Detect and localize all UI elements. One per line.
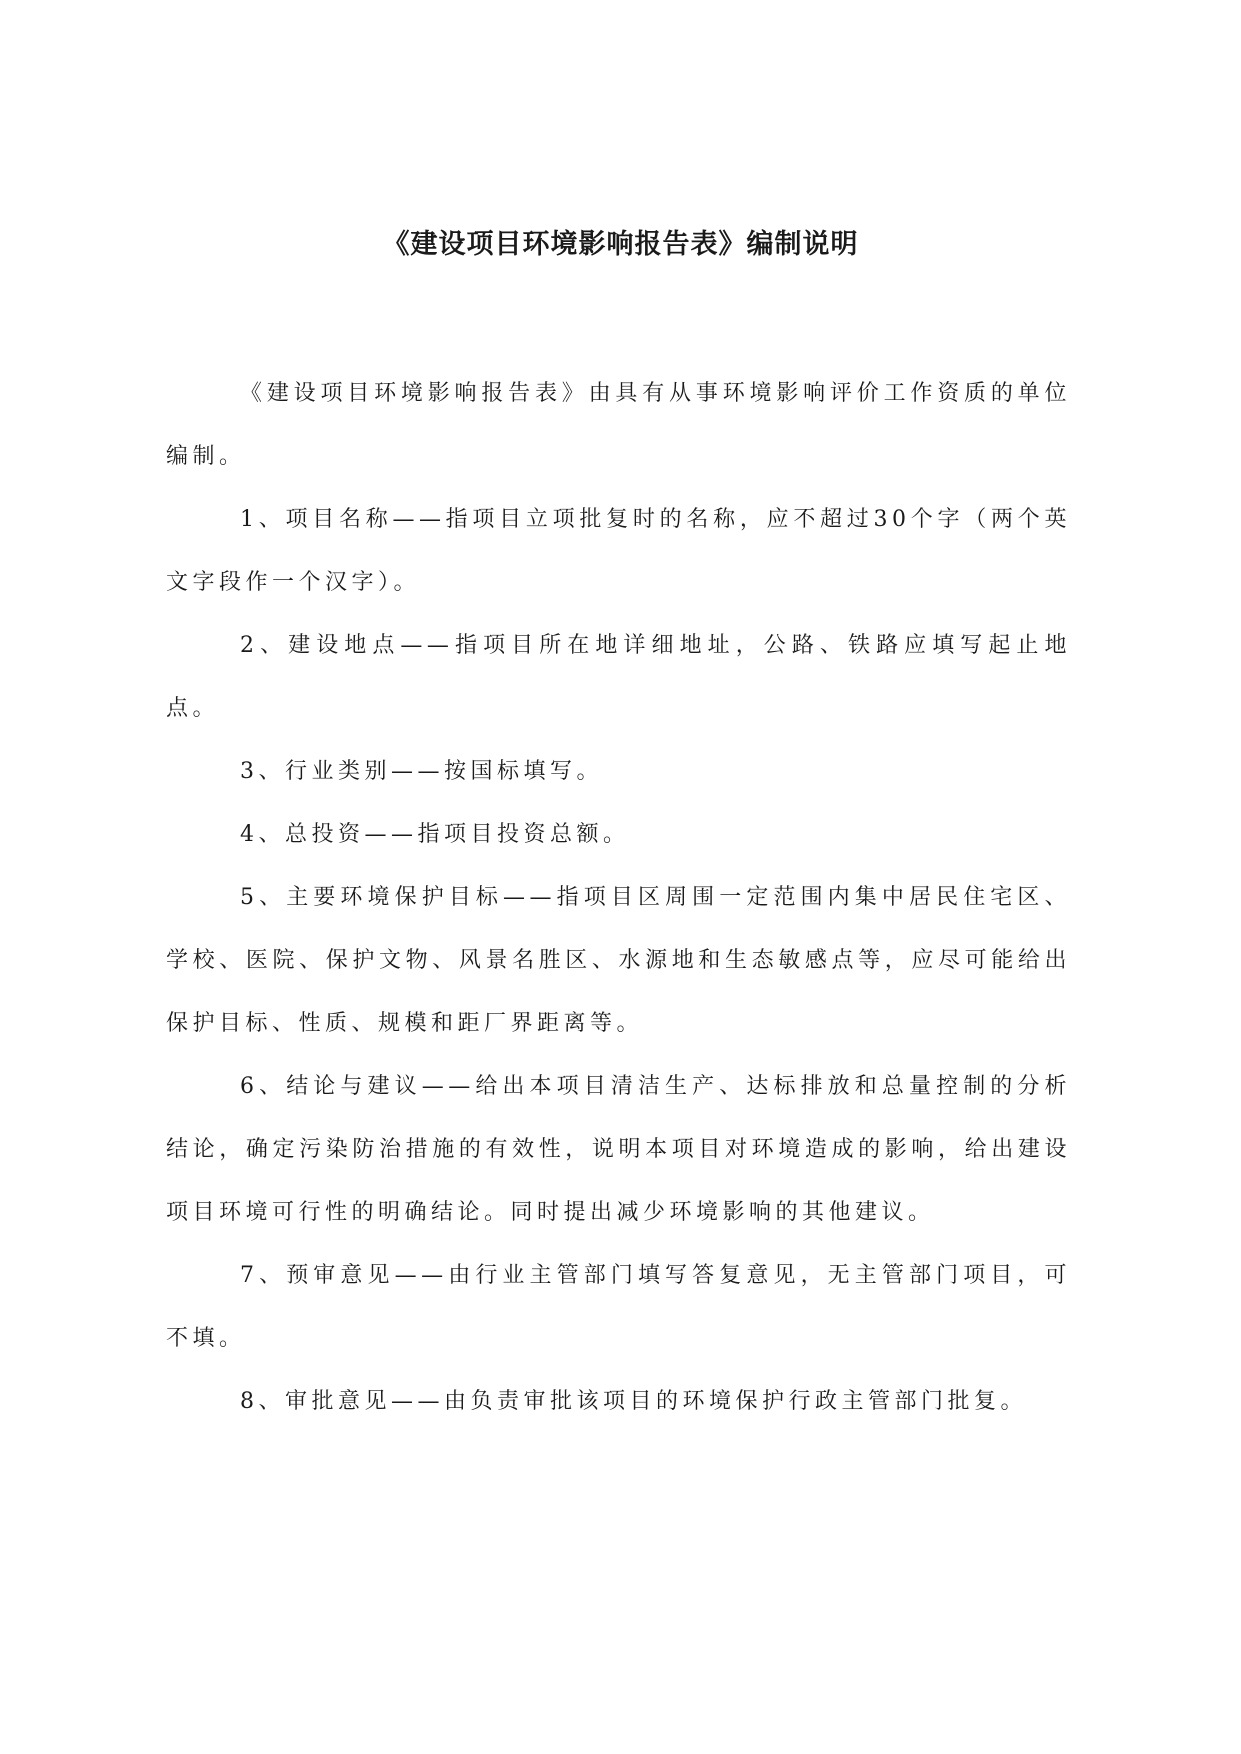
item-protection-targets: 5、主要环境保护目标——指项目区周围一定范围内集中居民住宅区、学校、医院、保护文物、风景名胜区、水源地和生态敏感点等，应尽可能给出保护目标、性质、规模和距厂界距离等。 [166, 885, 1071, 1036]
intro-paragraph: 《建设项目环境影响报告表》由具有从事环境影响评价工作资质的单位编制。 [166, 381, 1071, 469]
item-construction-site: 2、建设地点——指项目所在地详细地址，公路、铁路应填写起止地点。 [166, 633, 1071, 721]
item-project-name: 1、项目名称——指项目立项批复时的名称，应不超过30个字（两个英文字段作一个汉字）。 [166, 507, 1071, 595]
document-title: 《建设项目环境影响报告表》编制说明 [382, 229, 859, 260]
item-total-investment: 4、总投资——指项目投资总额。 [240, 822, 630, 847]
item-industry-category: 3、行业类别——按国标填写。 [240, 759, 603, 784]
document-body [166, 362, 1071, 1433]
item-approval-opinion: 8、审批意见——由负责审批该项目的环境保护行政主管部门批复。 [240, 1389, 1027, 1414]
item-conclusions: 6、结论与建议——给出本项目清洁生产、达标排放和总量控制的分析结论，确定污染防治措施的有效性，说明本项目对环境造成的影响，给出建设项目环境可行性的明确结论。同时提出减少环境影响的其他建议。 [166, 1074, 1071, 1225]
item-preliminary-review: 7、预审意见——由行业主管部门填写答复意见，无主管部门项目，可不填。 [166, 1263, 1071, 1351]
